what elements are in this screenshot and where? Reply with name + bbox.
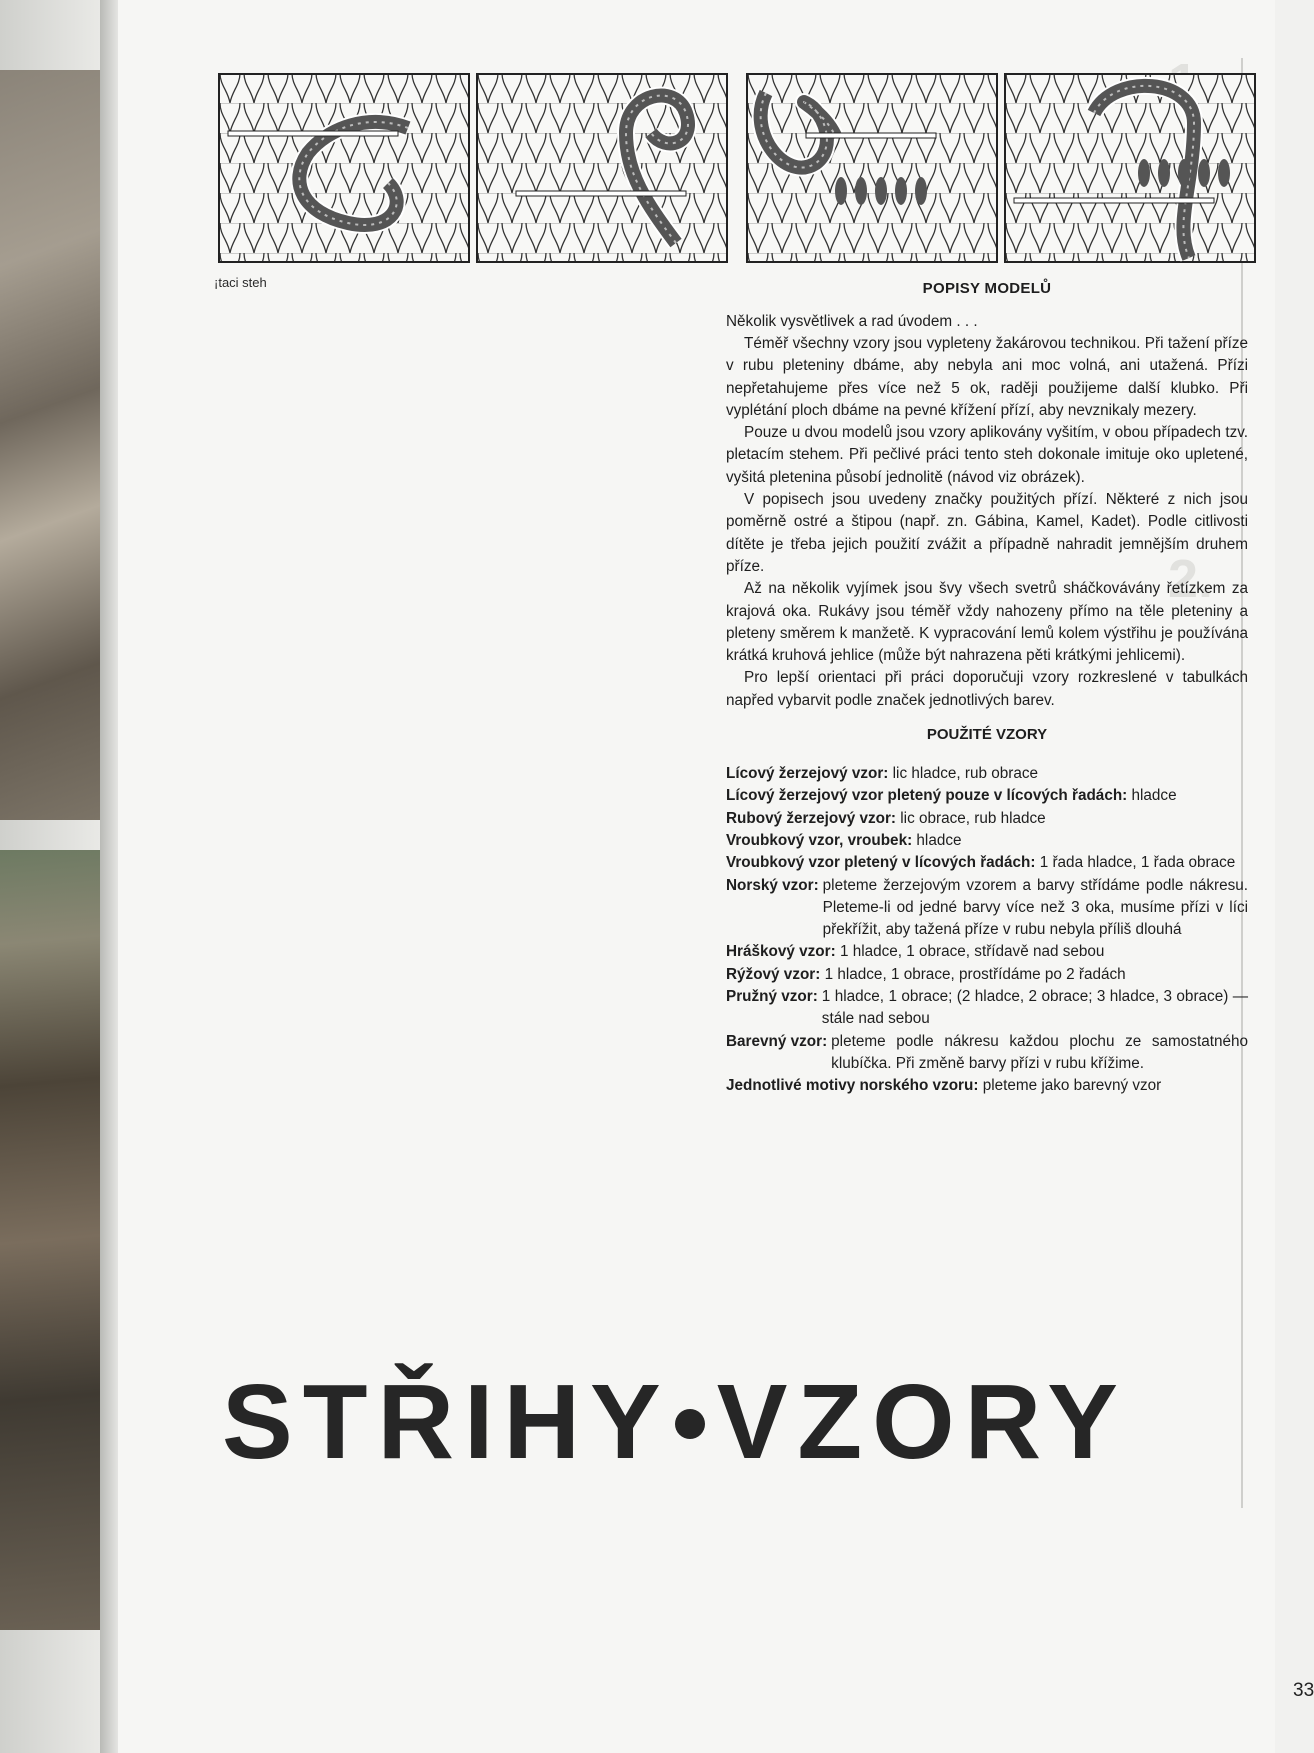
popisy-paragraph: Až na několik vyjímek jsou švy všech svetrů sháčkovávány řetízkem za krajová oka. Rukávy jsou téměř vždy nahozeny přímo na těle pleteniny a pleteny směrem k manžetě. K vypracování lemů kolem výstřihu je používána krátká kruhová jehlice (může být nahrazena pěti krátkými jehlicemi). [726,580,1248,665]
pattern-term: Jednotlivé motivy norského vzoru: [726,1077,979,1095]
pattern-desc: lic hladce, rub obrace [892,765,1039,783]
pattern-desc: hladce [916,831,962,849]
pattern-term: Rýžový vzor: [726,965,821,983]
pattern-term: Vroubkový vzor, vroubek: [726,831,913,849]
headline-right: VZORY [716,1363,1128,1481]
pattern-desc: lic obrace, rub hladce [900,809,1046,827]
pattern-item [726,986,1248,1031]
pattern-item [726,763,1248,785]
popisy-paragraph: V popisech jsou uvedeny značky použitých přízí. Některé z nich jsou poměrně ostré a štipou (např. zn. Gábina, Kamel, Kadet). Podle citlivosti dítěte je třeba jejich použití zvážit a případně nahradit jemnějším druhem příze. [726,491,1248,575]
pattern-desc: 1 hladce, 1 obrace, střídavě nad sebou [839,943,1105,961]
pattern-desc: 1 řada hladce, 1 řada obrace [1039,854,1236,872]
pattern-item [726,785,1248,807]
page-number: 33 [1293,1680,1314,1701]
illustration-caption: ¡taci steh [214,275,267,290]
pattern-term: Norský vzor: [726,876,819,894]
popisy-paragraph: Pro lepší orientaci při práci doporučuji vzory rozkreslené v tabulkách napřed vybarvit podle značek jednotlivých barev. [726,669,1248,709]
stitch-step-4-illustration [1004,73,1256,263]
stitch-step-1-illustration [218,73,470,263]
text-column [726,280,1248,1098]
pattern-item [726,830,1248,852]
pattern-item [726,1075,1248,1097]
page [118,0,1314,1753]
pattern-desc: pleteme žerzejovým vzorem a barvy střídáme podle nákresu. Pleteme-li od jedné barvy více než 3 oka, musíme přízi v líci překřížit, aby tažená příze v rubu nebyla příliš dlouhá [822,876,1248,939]
tree-roots-photo [0,850,100,1630]
pattern-item [726,808,1248,830]
pattern-term: Lícový žerzejový vzor pletený pouze v lícových řadách: [726,787,1128,805]
pattern-desc: pleteme podle nákresu každou plochu ze samostatného klubíčka. Při změně barvy přízi v rubu křížime. [831,1032,1248,1072]
stitch-illustrations [218,73,1248,263]
pattern-item [726,1031,1248,1076]
pattern-term: Barevný vzor: [726,1032,828,1050]
ghost-number-2: 2. [1168,549,1214,609]
pattern-item [726,941,1248,963]
popisy-paragraph: Pouze u dvou modelů jsou vzory aplikovány vyšitím, v obou případech tzv. pletacím stehem. Při pečlivé práci tento steh dokonale imituje oko upletené, vyšitá pletenina působí jednolitě (návod viz obrázek). [726,424,1248,486]
bullet-dot-icon [675,1409,705,1439]
tree-bark-photo [0,70,100,820]
pattern-desc: pleteme jako barevný vzor [982,1077,1162,1095]
pattern-term: Vroubkový vzor pletený v lícových řadách: [726,854,1036,872]
pattern-desc: hladce [1131,787,1177,805]
pattern-item [726,852,1248,874]
pattern-item [726,964,1248,986]
headline-left: STŘIHY [222,1363,671,1481]
page-headline [222,1362,1252,1482]
pattern-term: Hráškový vzor: [726,943,836,961]
popisy-paragraph: Téměř všechny vzory jsou vypleteny žakárovou technikou. Při tažení příze v rubu pleteniny dbáme, aby nebyla ani moc volná, ani utažená. Přízi nepřetahujeme přes více než 5 ok, raději použijeme další klubko. Při vyplétání ploch dbáme na pevné křížení přízí, aby nevznikaly mezery. [726,335,1248,419]
pattern-desc: 1 hladce, 1 obrace; (2 hladce, 2 obrace; 3 hladce, 3 obrace) — stále nad sebou [821,988,1248,1028]
pattern-desc: 1 hladce, 1 obrace, prostřídáme po 2 řadách [824,965,1126,983]
pattern-term: Rubový žerzejový vzor: [726,809,897,827]
popisy-lead: Několik vysvětlivek a rad úvodem . . . [726,313,978,330]
pattern-term: Pružný vzor: [726,988,818,1006]
pattern-item [726,875,1248,942]
pattern-list [726,763,1248,1097]
pattern-term: Lícový žerzejový vzor: [726,765,889,783]
popisy-heading: POPISY MODELŮ [922,280,1052,297]
vzory-heading: POUŽITÉ VZORY [926,726,1048,744]
stitch-step-3-illustration [746,73,998,263]
stitch-step-2-illustration [476,73,728,263]
